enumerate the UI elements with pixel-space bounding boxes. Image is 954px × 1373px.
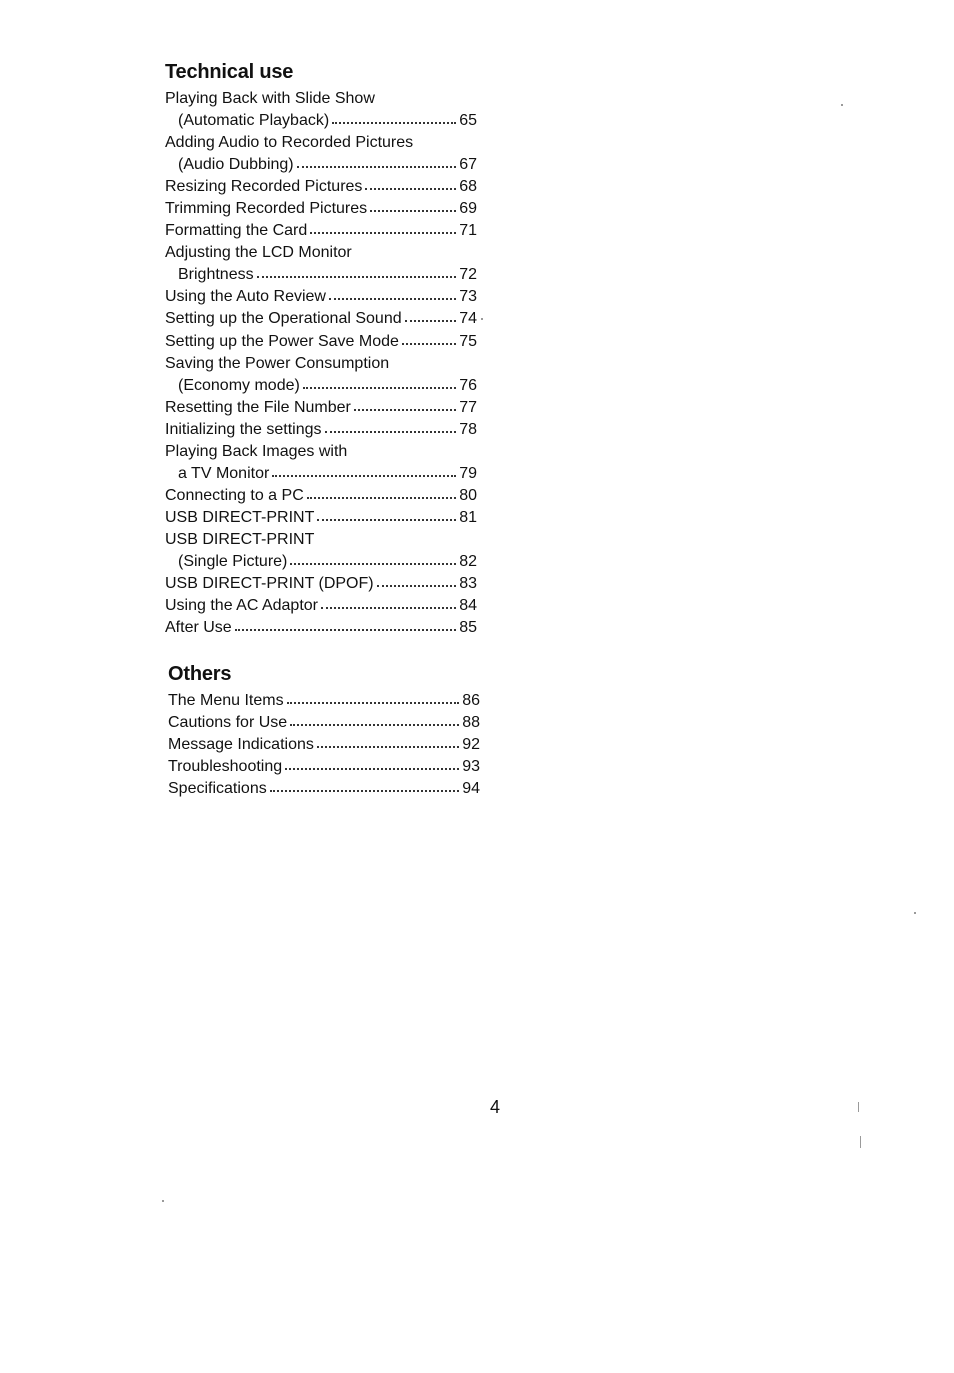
toc-page-number: 79 bbox=[459, 464, 477, 482]
dot-leader bbox=[303, 376, 456, 390]
toc-entry-title: Playing Back with Slide Show bbox=[165, 90, 375, 107]
toc-entry-title: Initializing the settings bbox=[165, 420, 322, 438]
toc-entry bbox=[165, 551, 477, 573]
scan-speck bbox=[162, 1200, 164, 1202]
toc-page-number: 71 bbox=[459, 222, 477, 240]
dot-leader bbox=[325, 420, 456, 434]
toc-page-number: 67 bbox=[459, 156, 477, 174]
toc-entry-title: After Use bbox=[165, 619, 232, 637]
toc-entry-title: USB DIRECT-PRINT bbox=[165, 530, 315, 548]
toc-list-others bbox=[168, 690, 480, 800]
dot-leader bbox=[310, 221, 456, 235]
toc-page-number: 86 bbox=[462, 692, 480, 709]
dot-leader bbox=[297, 155, 456, 169]
dot-leader bbox=[235, 618, 456, 632]
dot-leader bbox=[272, 464, 456, 478]
toc-entry-title: Resetting the File Number bbox=[165, 398, 351, 416]
dot-leader bbox=[287, 691, 459, 705]
toc-entry bbox=[165, 264, 477, 286]
toc-entry bbox=[165, 573, 477, 595]
toc-entry-title: Formatting the Card bbox=[165, 222, 308, 240]
toc-page-number: 94 bbox=[462, 780, 480, 798]
section-others bbox=[168, 662, 480, 800]
page-number: 4 bbox=[489, 1097, 500, 1117]
dot-leader bbox=[317, 735, 459, 749]
toc-page-number: 88 bbox=[462, 714, 480, 732]
section-heading-others: Others bbox=[168, 663, 232, 685]
toc-page-number: 83 bbox=[459, 575, 477, 593]
dot-leader bbox=[290, 713, 459, 727]
toc-entry bbox=[168, 734, 480, 756]
dot-leader bbox=[402, 332, 456, 346]
toc-entry bbox=[165, 507, 477, 529]
toc-entry-title: (Audio Dubbing) bbox=[178, 156, 294, 174]
toc-entry-title: USB DIRECT-PRINT (DPOF) bbox=[165, 575, 374, 593]
toc-entry bbox=[165, 286, 477, 308]
toc-entry-line bbox=[165, 132, 477, 154]
toc-page-number: 84 bbox=[459, 597, 477, 615]
toc-entry bbox=[165, 375, 477, 397]
toc-entry bbox=[168, 690, 480, 712]
toc-entry bbox=[165, 419, 477, 441]
toc-entry-line bbox=[165, 353, 477, 375]
scan-speck bbox=[914, 912, 916, 914]
toc-entry bbox=[165, 595, 477, 617]
toc-entry-title: Setting up the Power Save Mode bbox=[165, 332, 399, 350]
toc-entry-title: Resizing Recorded Pictures bbox=[165, 178, 363, 196]
toc-entry-title: Cautions for Use bbox=[168, 714, 288, 732]
toc-entry-title: The Menu Items bbox=[168, 692, 284, 709]
toc-entry-title: Troubleshooting bbox=[168, 758, 283, 776]
toc-entry bbox=[165, 463, 477, 485]
dot-leader bbox=[354, 398, 456, 412]
toc-entry-title: (Economy mode) bbox=[178, 376, 300, 394]
toc-entry-line bbox=[165, 88, 477, 110]
toc-page-number: 77 bbox=[459, 398, 477, 416]
scan-speck bbox=[481, 318, 483, 320]
dot-leader bbox=[285, 757, 459, 771]
toc-entry bbox=[165, 220, 477, 242]
toc-entry-title: (Single Picture) bbox=[178, 552, 288, 570]
toc-page-number: 81 bbox=[459, 508, 477, 526]
toc-page-number: 78 bbox=[459, 420, 477, 438]
scan-speck bbox=[858, 1102, 859, 1112]
dot-leader bbox=[317, 508, 456, 522]
toc-page-number: 82 bbox=[459, 552, 477, 570]
toc-entry-title: USB DIRECT-PRINT bbox=[165, 508, 315, 526]
toc-entry bbox=[165, 397, 477, 419]
dot-leader bbox=[307, 486, 456, 500]
toc-entry bbox=[168, 756, 480, 778]
section-technical-use bbox=[165, 60, 477, 639]
toc-entry-title: a TV Monitor bbox=[178, 464, 270, 482]
dot-leader bbox=[270, 779, 459, 793]
toc-entry-title: Playing Back Images with bbox=[165, 442, 348, 460]
toc-entry-title: Adding Audio to Recorded Pictures bbox=[165, 134, 414, 152]
toc-entry-title: Trimming Recorded Pictures bbox=[165, 200, 368, 218]
toc-entry-title: (Automatic Playback) bbox=[178, 112, 330, 130]
toc-entry-line bbox=[165, 242, 477, 264]
toc-entry bbox=[168, 712, 480, 734]
toc-entry-title: Using the AC Adaptor bbox=[165, 597, 318, 615]
scan-speck bbox=[860, 1136, 861, 1148]
dot-leader bbox=[257, 265, 456, 279]
scan-speck bbox=[841, 104, 843, 106]
toc-page-number: 73 bbox=[459, 288, 477, 306]
toc-entry-title: Message Indications bbox=[168, 736, 314, 754]
toc-page-number: 74 bbox=[459, 310, 477, 328]
dot-leader bbox=[332, 111, 456, 125]
toc-page-number: 92 bbox=[462, 736, 480, 754]
toc-page-number: 68 bbox=[459, 178, 477, 196]
toc-entry bbox=[165, 176, 477, 198]
toc-entry-line bbox=[165, 529, 477, 551]
toc-entry-title: Connecting to a PC bbox=[165, 486, 304, 504]
dot-leader bbox=[377, 574, 456, 588]
toc-entry-title: Brightness bbox=[178, 266, 254, 284]
toc-entry bbox=[165, 308, 477, 330]
dot-leader bbox=[405, 309, 456, 323]
toc-entry-line bbox=[165, 441, 477, 463]
dot-leader bbox=[365, 177, 456, 191]
toc-entry bbox=[165, 154, 477, 176]
toc-list-technical-use bbox=[165, 88, 477, 639]
toc-entry bbox=[165, 331, 477, 353]
toc-entry bbox=[165, 617, 477, 639]
toc-page-number: 85 bbox=[459, 619, 477, 637]
dot-leader bbox=[329, 287, 456, 301]
toc-entry bbox=[165, 198, 477, 220]
toc-page-number: 69 bbox=[459, 200, 477, 218]
toc-page-number: 65 bbox=[459, 112, 477, 130]
toc-entry-title: Using the Auto Review bbox=[165, 288, 326, 306]
dot-leader bbox=[290, 552, 456, 566]
toc-page-number: 72 bbox=[459, 266, 477, 284]
toc-entry bbox=[168, 778, 480, 800]
dot-leader bbox=[370, 199, 456, 213]
toc-page-number: 93 bbox=[462, 758, 480, 776]
toc-page-number: 75 bbox=[459, 332, 477, 350]
toc-entry-title: Specifications bbox=[168, 780, 267, 798]
toc-entry-title: Setting up the Operational Sound bbox=[165, 310, 402, 328]
toc-entry bbox=[165, 485, 477, 507]
toc-entry bbox=[165, 110, 477, 132]
toc-page-number: 80 bbox=[459, 486, 477, 504]
section-heading-technical-use: Technical use bbox=[165, 61, 294, 83]
dot-leader bbox=[321, 596, 456, 610]
toc-entry-title: Adjusting the LCD Monitor bbox=[165, 244, 352, 262]
toc-page-number: 76 bbox=[459, 376, 477, 394]
toc-entry-title: Saving the Power Consumption bbox=[165, 354, 390, 372]
